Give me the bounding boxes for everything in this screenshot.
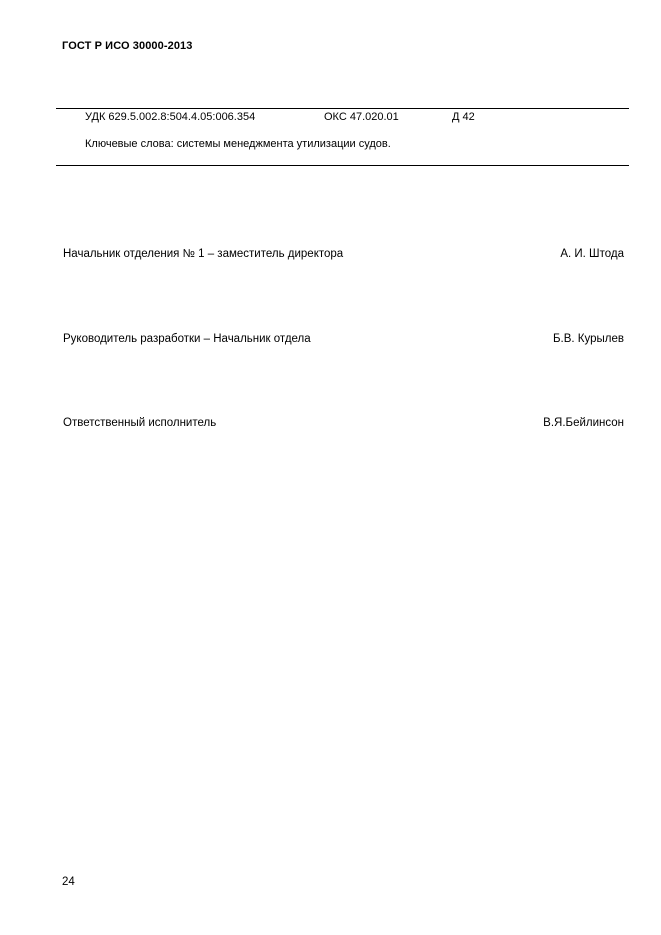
page-number: 24 <box>62 876 75 888</box>
signature-row <box>63 417 624 429</box>
top-divider <box>56 108 629 109</box>
keywords-line: Ключевые слова: системы менеджмента утилизации судов. <box>85 138 391 150</box>
signature-position: Руководитель разработки – Начальник отдела <box>63 333 311 345</box>
d-code: Д 42 <box>452 111 475 123</box>
signature-position: Начальник отделения № 1 – заместитель директора <box>63 248 344 260</box>
signature-row <box>63 248 624 260</box>
signature-row <box>63 333 624 345</box>
signature-name: Б.В. Курылев <box>553 333 624 345</box>
signature-position: Ответственный исполнитель <box>63 417 217 429</box>
udk-code: УДК 629.5.002.8:504.4.05:006.354 <box>85 111 256 123</box>
signature-name: А. И. Штода <box>560 248 624 260</box>
oks-code: ОКС 47.020.01 <box>324 111 399 123</box>
document-code: ГОСТ Р ИСО 30000-2013 <box>62 40 193 52</box>
signature-name: В.Я.Бейлинсон <box>543 417 624 429</box>
bottom-divider <box>56 165 629 166</box>
